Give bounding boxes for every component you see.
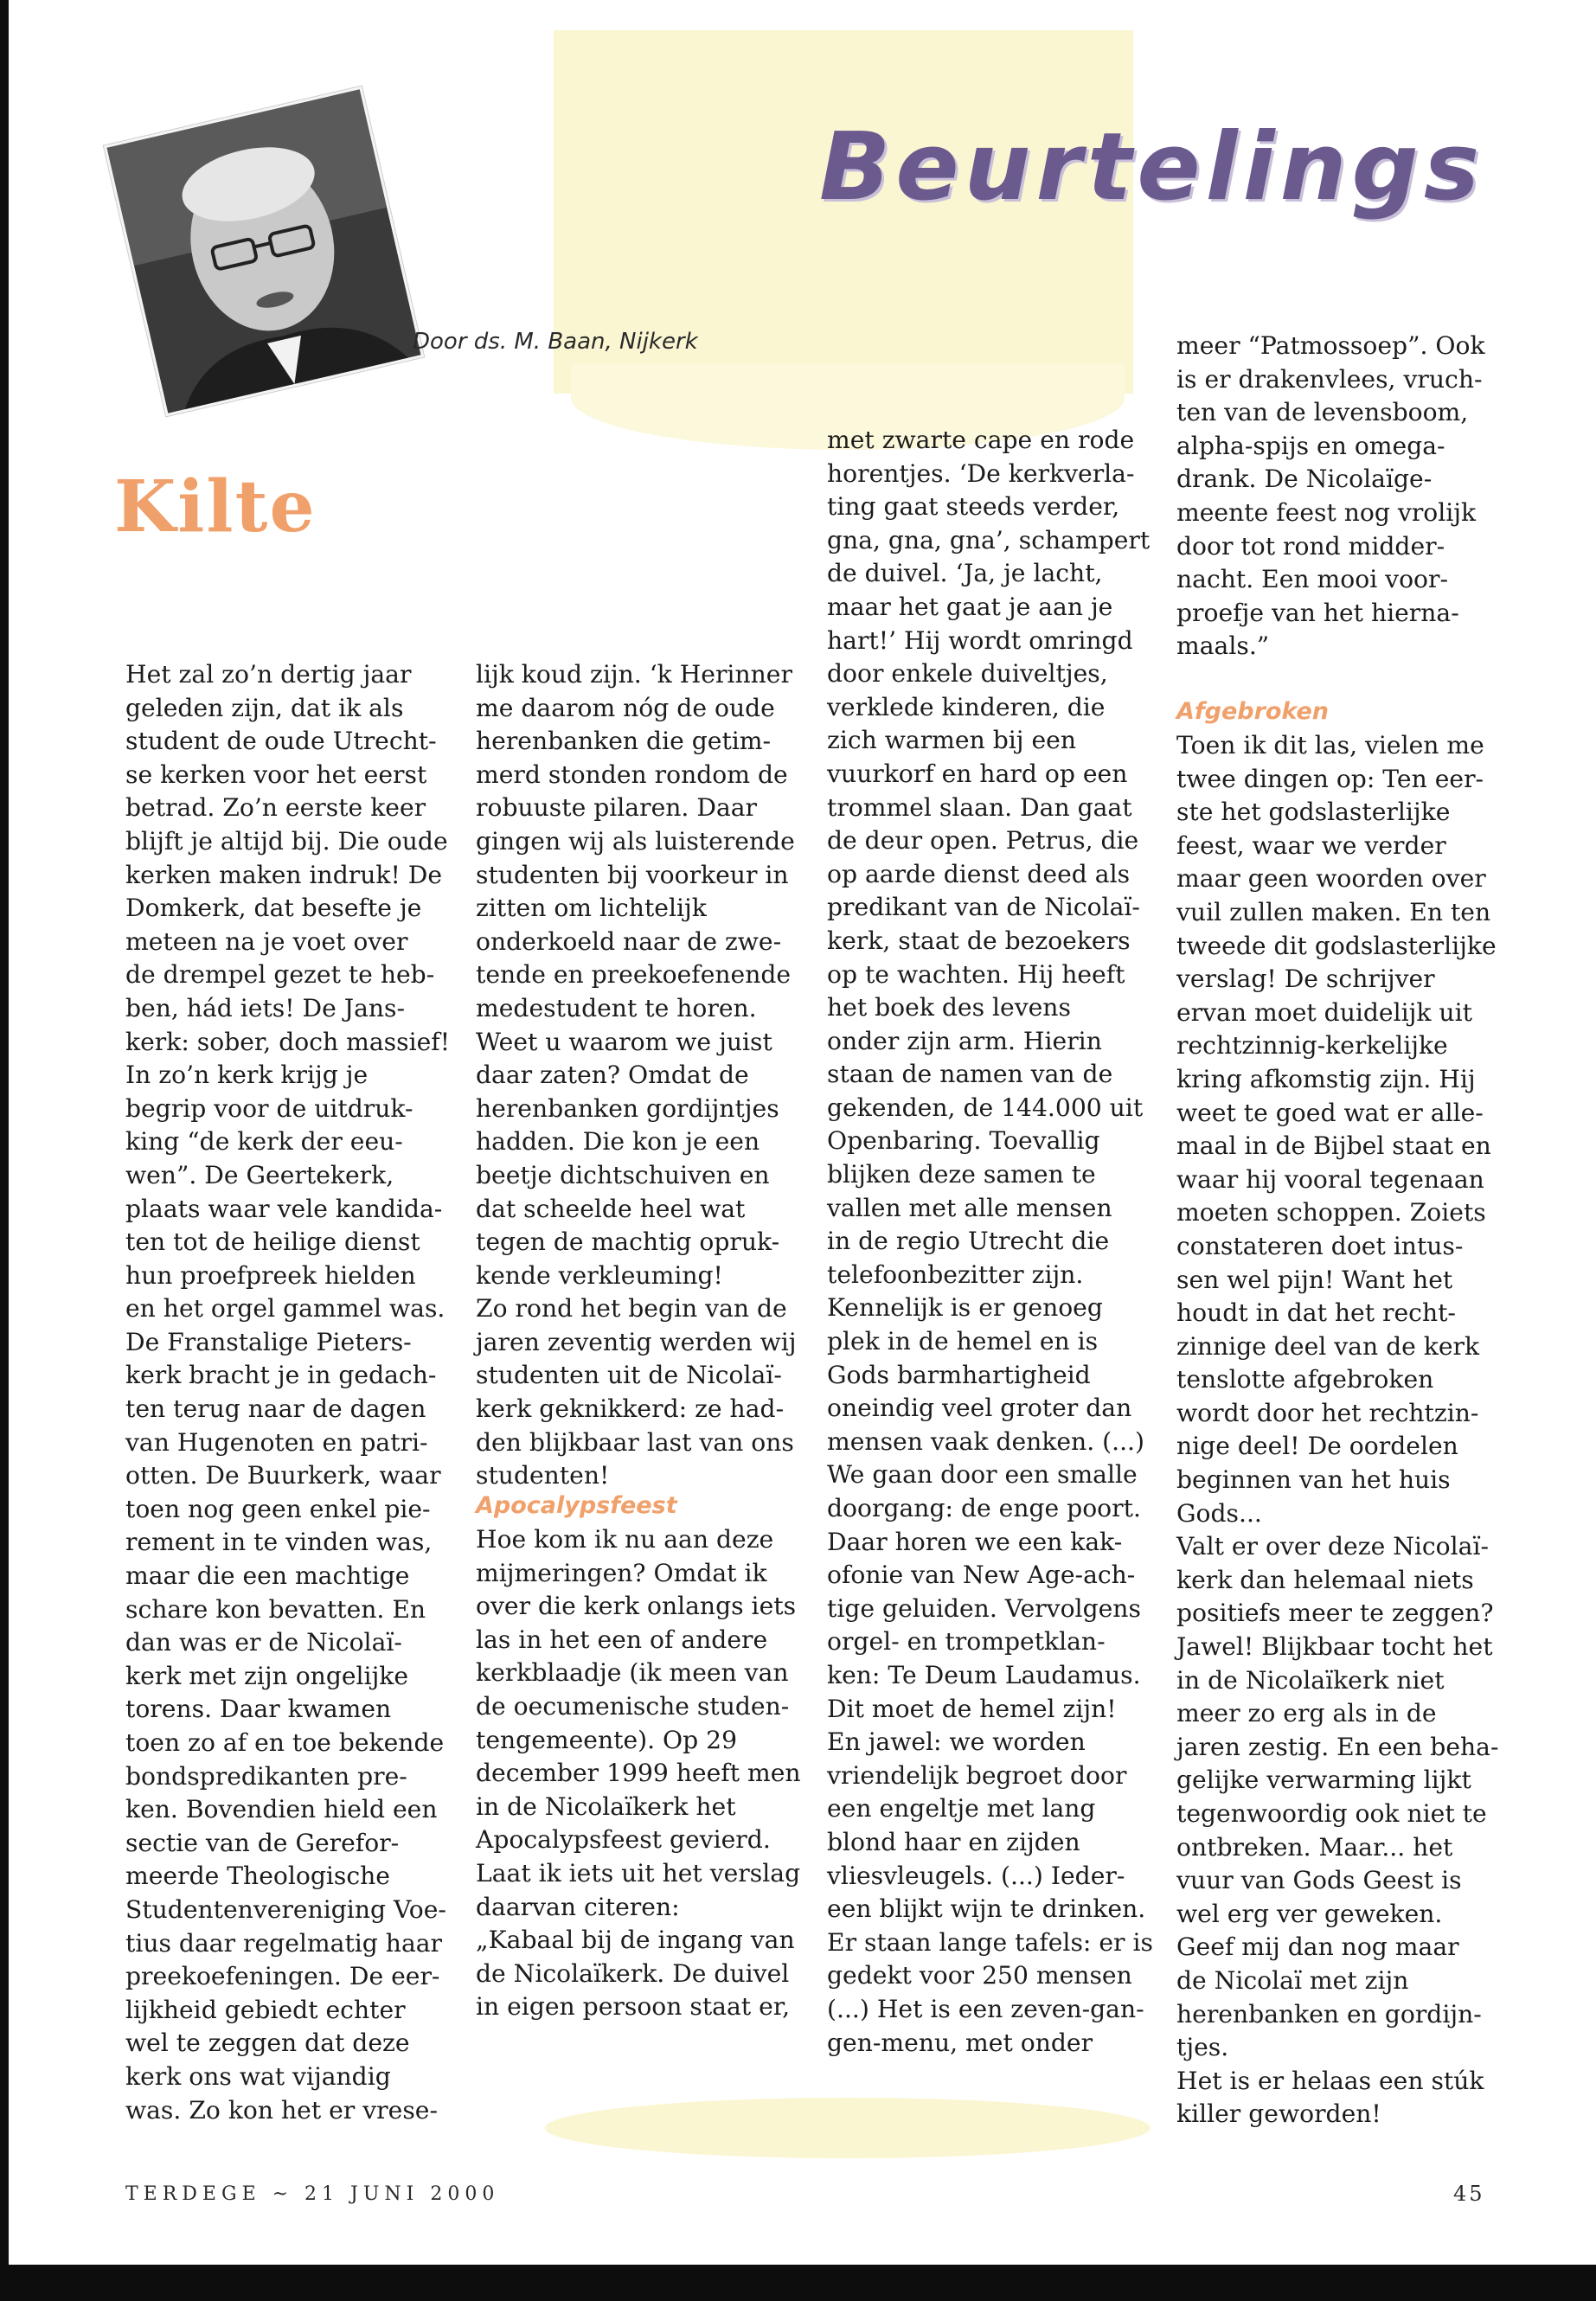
portrait-photo [104, 87, 424, 417]
article-column-3: met zwarte cape en rode horentjes. ‘De kerkverla- ting gaat steeds verder, gna, gna, gna’, schampert de duivel. ‘Ja, je lacht, maar het gaat je aan je hart!’ Hij wordt omringd door enkele duiveltjes, verklede kinderen, die zich warmen bij een vuurkorf en hard op een trommel slaan. Dan gaat de deur open. Petrus, die op aarde dienst deed als predikant van de Nicolaï- kerk, staat de bezoekers op te wachten. Hij heeft het boek des levens onder zijn arm. Hierin staan de namen van de gekenden, de 144.000 uit Openbaring. Toevallig blijken deze samen te vallen met alle mensen in de regio Utrecht die telefoonbezitter zijn. Kennelijk is er genoeg plek in de hemel en is Gods barmhartigheid oneindig veel groter dan mensen vaak denken. (...) We gaan door een smalle doorgang: de enge poort. Daar horen we een kak- ofonie van New Age-ach- tige geluiden. Vervolgens orgel- en trompetklan- ken: Te Deum Laudamus. Dit moet de hemel zijn! En jawel: we worden vriendelijk begroet door een engeltje met lang blond haar en zijden vliesvleugels. (...) Ieder- een blijkt wijn te drinken. Er staan lange tafels: er is gedekt voor 250 mensen (...) Het is een zeven-gan- gen-menu, met onder [827, 426, 1153, 2057]
section-heading-apocalypsfeest: Apocalypsfeest [476, 1492, 677, 1519]
byline: Door ds. M. Baan, Nijkerk [413, 329, 698, 355]
article-column-2-bottom: Hoe kom ik nu aan deze mijmeringen? Omdat ik over die kerk onlangs iets las in het een of andere kerkblaadje (ik meen van de oecumenische studen- tengemeente). Op 29 december 1999 heeft men in de Nicolaïkerk het Apocalypsfeest gevierd. Laat ik iets uit het verslag daarvan citeren: „Kabaal bij de ingang van de Nicolaïkerk. De duivel in eigen persoon staat er, [476, 1525, 801, 2022]
page-title: Beurtelings [819, 113, 1485, 221]
page-edge-bottom [0, 2265, 1596, 2301]
article-column-4-bottom: Toen ik dit las, vielen me twee dingen op: Ten eer- ste het godslasterlijke feest, waar we verder maar geen woorden over vuil zullen maken. En ten tweede dit godslasterlijke verslag! De schrijver ervan moet duidelijk uit rechtzinnig-kerkelijke kring afkomstig zijn. Hij weet te goed wat er alle- maal in de Bijbel staat en waar hij vooral tegenaan moeten schoppen. Zoiets constateren doet intus- sen wel pijn! Want het houdt in dat het recht- zinnige deel van de kerk tenslotte afgebroken wordt door het rechtzin- nige deel! De oordelen beginnen van het huis Gods... Valt er over deze Nicolaï- kerk dan helemaal niets positiefs meer te zeggen? Jawel! Blijkbaar tocht het in de Nicolaïkerk niet meer zo erg als in de jaren zestig. En een beha- gelijke verwarming lijkt tegenwoordig ook niet te ontbreken. Maar... het vuur van Gods Geest is wel erg ver geweken. Geef mij dan nog maar de Nicolaï met zijn herenbanken en gordijn- tjes. Het is er helaas een stúk killer geworden! [1176, 731, 1499, 2129]
portrait-photo-icon [106, 89, 420, 413]
article-column-4-top: meer “Patmossoep”. Ook is er drakenvlees, vruch- ten van de levensboom, alpha-spijs en omega- drank. De Nicolaïge- meente feest nog vrolijk door tot rond midder- nacht. Een mooi voor- proefje van het hierna- maals.” [1176, 331, 1485, 661]
section-heading-afgebroken: Afgebroken [1176, 698, 1330, 725]
article-column-2-top: lijk koud zijn. ‘k Herinner me daarom nóg de oude herenbanken die getim- merd stonden rondom de robuuste pilaren. Daar gingen wij als luisterende studenten bij voorkeur in zitten om lichtelijk onderkoeld naar de zwe- tende en preekoefenende medestudent te horen. Weet u waarom we juist daar zaten? Omdat de herenbanken gordijntjes hadden. Die kon je een beetje dichtschuiven en dat scheelde heel wat tegen de machtig opruk- kende verkleuming! Zo rond het begin van de jaren zeventig werden wij studenten uit de Nicolaï- kerk geknikkerd: ze had- den blijkbaar last van ons studenten! [476, 660, 797, 1490]
footer-publication: TERDEGE ~ 21 JUNI 2000 [125, 2183, 500, 2205]
page-edge-left [0, 0, 9, 2301]
article-column-1: Het zal zo’n dertig jaar geleden zijn, dat ik als student de oude Utrecht- se kerken voor het eerst betrad. Zo’n eerste keer blijft je altijd bij. Die oude kerken maken indruk! De Domkerk, dat besefte je meteen na je voet over de drempel gezet te heb- ben, hád iets! De Jans- kerk: sober, doch massief! In zo’n kerk krijg je begrip voor de uitdruk- king “de kerk der eeu- wen”. De Geertekerk, plaats waar vele kandida- ten tot de heilige dienst hun proefpreek hielden en het orgel gammel was. De Franstalige Pieters- kerk bracht je in gedach- ten terug naar de dagen van Hugenoten en patri- otten. De Buurkerk, waar toen nog geen enkel pie- rement in te vinden was, maar die een machtige schare kon bevatten. En dan was er de Nicolaï- kerk met zijn ongelijke torens. Daar kwamen toen zo af en toe bekende bondspredikanten pre- ken. Bovendien hield een sectie van de Gerefor- meerde Theologische Studentenvereniging Voe- tius daar regelmatig haar preekoefeningen. De eer- lijkheid gebiedt echter wel te zeggen dat deze kerk ons wat vijandig was. Zo kon het er vrese- [125, 660, 451, 2125]
background-wave [545, 2098, 1151, 2158]
page-number: 45 [1453, 2182, 1485, 2206]
article-subtitle: Kilte [114, 465, 317, 548]
